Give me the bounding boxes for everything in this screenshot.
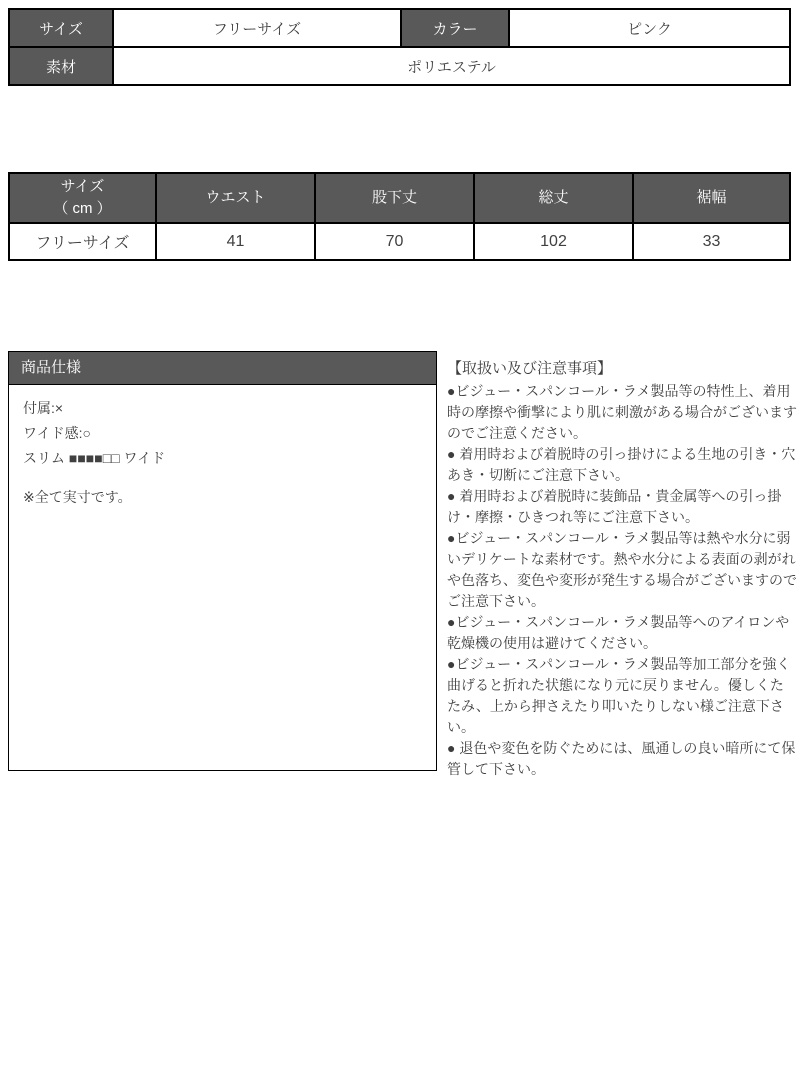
handling-note-item: ● 着用時および着脱時に装飾品・貴金属等への引っ掛け・摩擦・ひきつれ等にご注意下さい。 xyxy=(447,488,782,525)
spec-line-wide-feel: ワイド感:○ xyxy=(23,425,91,441)
spec-line-accessories: 付属:× xyxy=(23,400,64,416)
size-unit-line2: （ cm ） xyxy=(53,200,112,217)
total-length-value-cell: 102 xyxy=(474,223,633,260)
measurements-table xyxy=(8,172,791,261)
color-label-cell: カラー xyxy=(401,9,509,47)
table-row xyxy=(9,9,790,47)
size-label-cell: サイズ xyxy=(9,9,113,47)
product-spec-box xyxy=(8,351,437,771)
handling-note-item: ●ビジュー・スパンコール・ラメ製品等は熱や水分に弱いデリケートな素材です。熱や水分による表面の剥がれや色落ち、変色や変形が発生する場合がございますのでご注意下さい。 xyxy=(447,530,797,609)
color-value-cell: ピンク xyxy=(509,9,790,47)
size-unit-header-cell xyxy=(9,173,156,223)
spec-line-slim-wide-gauge: スリム ■■■■□□ ワイド xyxy=(23,450,166,466)
hem-width-value-cell: 33 xyxy=(633,223,790,260)
inseam-header-cell: 股下丈 xyxy=(315,173,474,223)
table-row xyxy=(9,223,790,260)
handling-note-item: ● 退色や変色を防ぐためには、風通しの良い暗所にて保管して下さい。 xyxy=(447,740,796,777)
size-unit-line1: サイズ xyxy=(60,178,105,195)
size-name-cell: フリーサイズ xyxy=(9,223,156,260)
material-label-cell: 素材 xyxy=(9,47,113,85)
total-length-header-cell: 総丈 xyxy=(474,173,633,223)
handling-note-item: ● 着用時および着脱時の引っ掛けによる生地の引き・穴あき・切断にご注意下さい。 xyxy=(447,446,796,483)
waist-value-cell: 41 xyxy=(156,223,315,260)
spec-box-title: 商品仕様 xyxy=(9,352,436,385)
hem-width-header-cell: 裾幅 xyxy=(633,173,790,223)
table-row xyxy=(9,47,790,85)
handling-note-item: ●ビジュー・スパンコール・ラメ製品等へのアイロンや乾燥機の使用は避けてください。 xyxy=(447,614,790,651)
material-value-cell: ポリエステル xyxy=(113,47,790,85)
size-value-cell: フリーサイズ xyxy=(113,9,401,47)
handling-notes xyxy=(447,358,797,780)
product-info-table xyxy=(8,8,791,86)
handling-note-item: ●ビジュー・スパンコール・ラメ製品等の特性上、着用時の摩擦や衝撃により肌に刺激がある場合がございますのでご注意ください。 xyxy=(447,383,797,441)
spec-box-body xyxy=(9,385,436,521)
spec-measurement-note: ※全て実寸です。 xyxy=(23,489,132,505)
table-header-row xyxy=(9,173,790,223)
waist-header-cell: ウエスト xyxy=(156,173,315,223)
handling-note-item: ●ビジュー・スパンコール・ラメ製品等加工部分を強く曲げると折れた状態になり元に戻りません。優しくたたみ、上から押さえたり叩いたりしない様ご注意下さい。 xyxy=(447,656,791,735)
handling-notes-title: 【取扱い及び注意事項】 xyxy=(447,360,613,377)
inseam-value-cell: 70 xyxy=(315,223,474,260)
